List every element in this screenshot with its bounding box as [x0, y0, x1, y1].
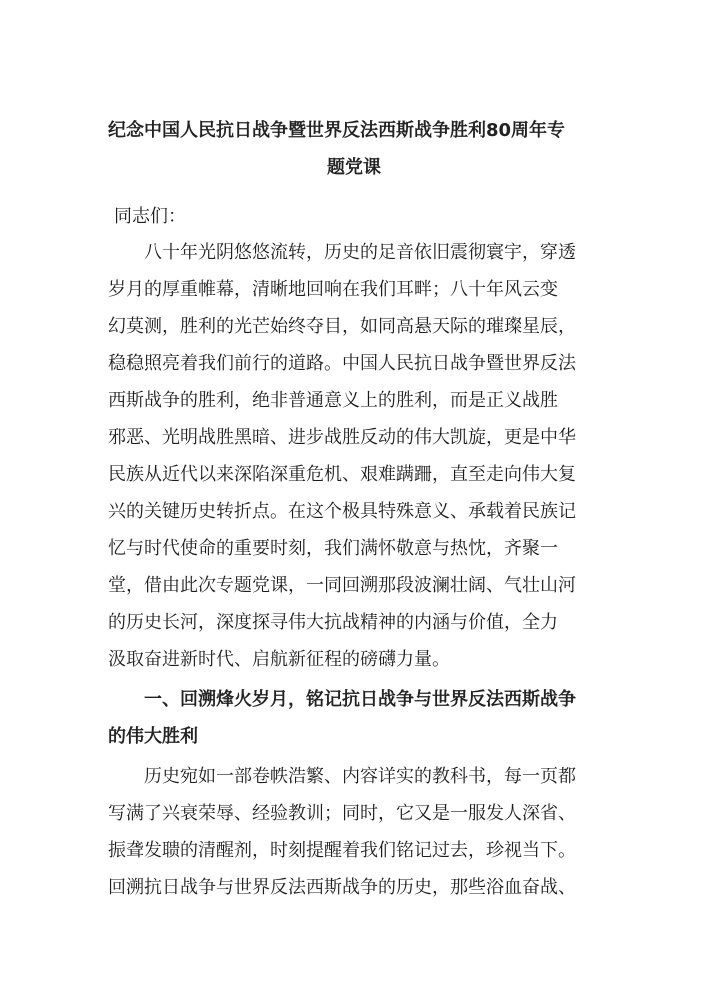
paragraph-1-line: 稳稳照亮着我们前行的道路。中国人民抗日战争暨世界反法 [108, 353, 576, 374]
paragraph-1-line: 邪恶、光明战胜黑暗、进步战胜反动的伟大凯旋，更是中华 [108, 427, 576, 448]
document-title-line-1: 纪念中国人民抗日战争暨世界反法西斯战争胜利80周年专 [108, 120, 566, 141]
paragraph-1-line: 幻莫测，胜利的光芒始终夺目，如同高悬天际的璀璨星辰， [108, 316, 576, 337]
paragraph-2-line: 历史宛如一部卷帙浩繁、内容详实的教科书，每一页都 [144, 766, 576, 787]
paragraph-1-line: 的历史长河，深度探寻伟大抗战精神的内涵与价值，全力 [108, 612, 558, 633]
paragraph-1-line: 堂，借由此次专题党课，一同回溯那段波澜壮阔、气壮山河 [108, 575, 576, 596]
section-1-heading-line-2: 的伟大胜利 [108, 726, 198, 747]
salutation: 同志们： [114, 206, 186, 227]
document-title-line-2: 题党课 [327, 157, 381, 178]
paragraph-1-line: 忆与时代使命的重要时刻，我们满怀敬意与热忱，齐聚一 [108, 538, 558, 559]
paragraph-1-line: 西斯战争的胜利，绝非普通意义上的胜利，而是正义战胜 [108, 390, 558, 411]
paragraph-1-line: 八十年光阴悠悠流转，历史的足音依旧震彻寰宇，穿透 [144, 242, 576, 263]
paragraph-1-line: 民族从近代以来深陷深重危机、艰难蹒跚，直至走向伟大复 [108, 464, 576, 485]
section-1-heading-line-1: 一、回溯烽火岁月，铭记抗日战争与世界反法西斯战争 [144, 689, 576, 710]
paragraph-1-line: 岁月的厚重帷幕，清晰地回响在我们耳畔；八十年风云变 [108, 279, 558, 300]
paragraph-2-line: 振聋发聩的清醒剂，时刻提醒着我们铭记过去，珍视当下。 [108, 840, 576, 861]
paragraph-1-line: 兴的关键历史转折点。在这个极具特殊意义、承载着民族记 [108, 501, 576, 522]
paragraph-1-line: 汲取奋进新时代、启航新征程的磅礴力量。 [108, 649, 450, 670]
paragraph-2-line: 写满了兴衰荣辱、经验教训；同时，它又是一服发人深省、 [108, 803, 576, 824]
paragraph-2-line: 回溯抗日战争与世界反法西斯战争的历史，那些浴血奋战、 [108, 877, 576, 898]
